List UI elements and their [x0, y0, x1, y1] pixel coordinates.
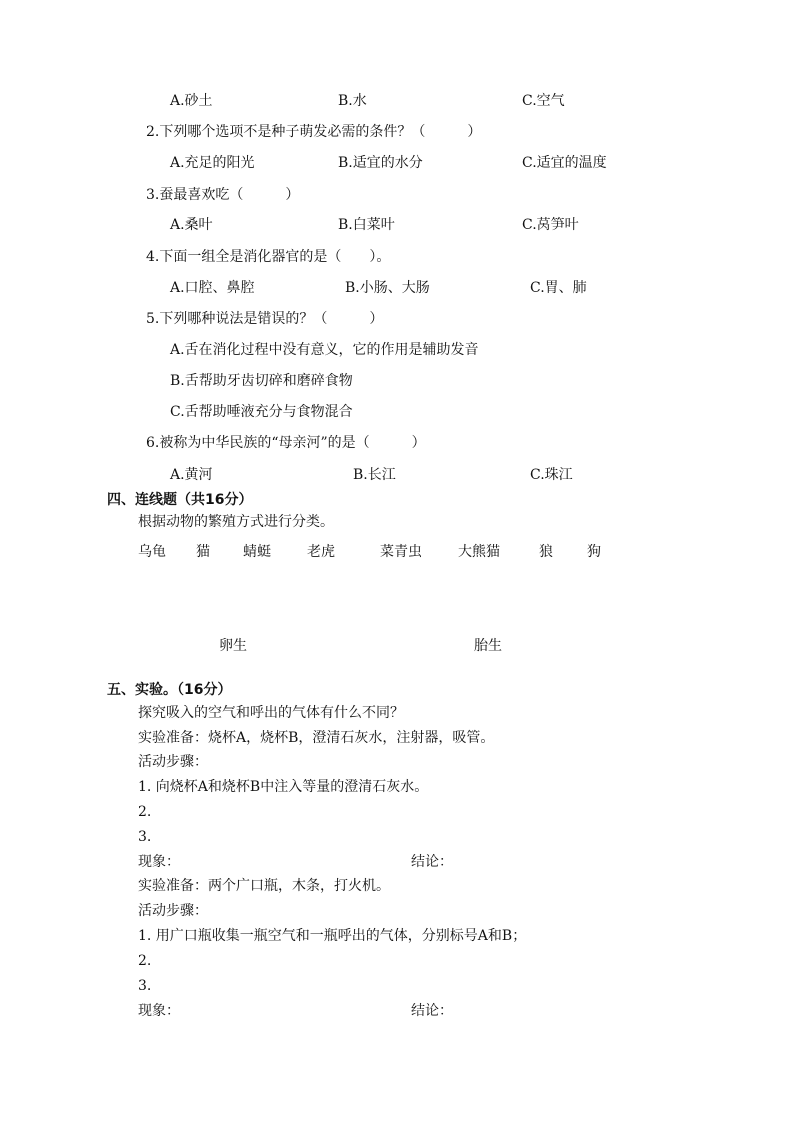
animal-8: 狗 — [587, 544, 601, 560]
q5-option-b: B.舌帮助牙齿切碎和磨碎食物 — [170, 373, 353, 389]
q2-option-c: C.适宜的温度 — [522, 155, 607, 171]
exp1-prep: 实验准备：烧杯A，烧杯B，澄清石灰水，注射器，吸管。 — [138, 730, 495, 746]
exp2-prep: 实验准备：两个广口瓶，木条，打火机。 — [138, 878, 390, 894]
animal-7: 狼 — [539, 544, 553, 560]
exp2-step-2: 2. — [138, 953, 152, 969]
q2-stem: 2.下列哪个选项不是种子萌发必需的条件？（ ） — [146, 124, 482, 140]
q2-option-b: B.适宜的水分 — [338, 155, 423, 171]
exp2-phenomenon: 现象： — [138, 1003, 180, 1019]
q5-option-a: A.舌在消化过程中没有意义，它的作用是辅助发音 — [170, 342, 479, 358]
q2-option-a: A.充足的阳光 — [170, 155, 255, 171]
exp1-step-2: 2. — [138, 804, 152, 820]
animal-1: 乌龟 — [138, 544, 166, 560]
animal-3: 蜻蜓 — [243, 544, 271, 560]
q1-option-b: B.水 — [338, 93, 367, 109]
q6-option-c: C.珠江 — [530, 467, 573, 483]
q3-stem: 3.蚕最喜欢吃（ ） — [146, 187, 300, 203]
q4-option-a: A.口腔、鼻腔 — [170, 280, 255, 296]
q3-option-c: C.莴笋叶 — [522, 217, 579, 233]
q5-stem: 5.下列哪种说法是错误的？（ ） — [146, 311, 384, 327]
q6-option-a: A.黄河 — [170, 467, 213, 483]
q4-option-c: C.胃、肺 — [530, 280, 587, 296]
exp1-conclusion: 结论： — [411, 854, 453, 870]
exp1-phenomenon: 现象： — [138, 854, 180, 870]
exp1-step-3: 3. — [138, 829, 152, 845]
exp2-step-3: 3. — [138, 978, 152, 994]
exp2-step-1: 1. 用广口瓶收集一瓶空气和一瓶呼出的气体，分别标号A和B； — [138, 928, 527, 944]
exp2-conclusion: 结论： — [411, 1003, 453, 1019]
category-oviparous: 卵生 — [219, 638, 247, 654]
section5-title: 五、实验。（16分） — [107, 682, 232, 698]
section4-title: 四、连线题（共16分） — [107, 492, 253, 508]
q4-stem: 4.下面一组全是消化器官的是（ ）。 — [146, 249, 391, 265]
animal-2: 猫 — [196, 544, 210, 560]
q3-option-a: A.桑叶 — [170, 217, 213, 233]
animal-4: 老虎 — [307, 544, 335, 560]
q1-option-c: C.空气 — [522, 93, 565, 109]
animal-5: 菜青虫 — [380, 544, 422, 560]
section5-question: 探究吸入的空气和呼出的气体有什么不同？ — [138, 705, 404, 721]
exp1-step-1: 1. 向烧杯A和烧杯B中注入等量的澄清石灰水。 — [138, 779, 429, 795]
q6-option-b: B.长江 — [353, 467, 396, 483]
exp1-steps-label: 活动步骤： — [138, 754, 208, 770]
exp2-steps-label: 活动步骤： — [138, 903, 208, 919]
category-viviparous: 胎生 — [474, 638, 502, 654]
q4-option-b: B.小肠、大肠 — [345, 280, 430, 296]
q3-option-b: B.白菜叶 — [338, 217, 395, 233]
q6-stem: 6.被称为中华民族的“母亲河”的是（ ） — [146, 435, 426, 451]
section4-instruction: 根据动物的繁殖方式进行分类。 — [138, 514, 334, 530]
q5-option-c: C.舌帮助唾液充分与食物混合 — [170, 404, 353, 420]
animal-6: 大熊猫 — [458, 544, 500, 560]
q1-option-a: A.砂土 — [170, 93, 213, 109]
